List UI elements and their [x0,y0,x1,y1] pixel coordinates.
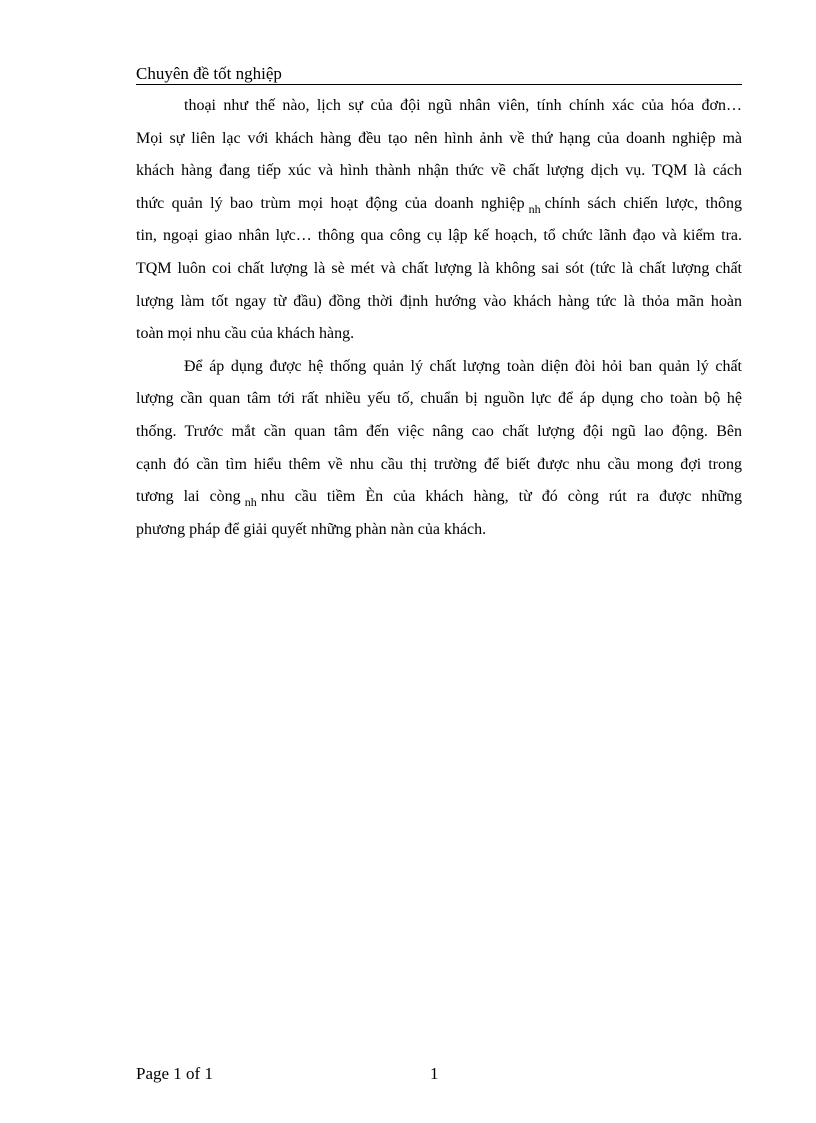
text-line: tin, ngoại giao nhân lực… thông qua công cụ lập kế hoạch, tổ chức lãnh đạo và kiểm tra. [136,227,742,245]
text-line [136,188,742,221]
text-segment: thức quản lý bao trùm mọi hoạt động của doanh nghiệp [136,194,525,212]
text-line: cạnh đó cần tìm hiểu thêm về nhu cầu thị trường để biết được nhu cầu mong đợi trong [136,455,742,473]
paragraph-1 [136,90,742,351]
text-segment: tương lai còng [136,488,241,506]
document-body [136,90,742,546]
text-line [136,481,742,514]
text-line: thống. Trước mắt cần quan tâm đến việc nâng cao chất lượng đội ngũ lao động. Bên [136,422,742,440]
text-line: Để áp dụng được hệ thống quản lý chất lượng toàn diện đòi hỏi ban quản lý chất [184,357,742,375]
page-number: 1 [430,1064,439,1083]
page-count-label: Page 1 of 1 [136,1064,213,1083]
text-line: lượng cần quan tâm tới rất nhiều yếu tố, chuẩn bị nguồn lực để áp dụng cho toàn bộ hệ [136,390,742,408]
text-line: thoại như thế nào, lịch sự của đội ngũ nhân viên, tính chính xác của hóa đơn… [184,97,742,114]
text-line: phương pháp để giải quyết những phàn nàn của khách. [136,520,487,538]
subscript-fragment: nh [528,201,541,216]
text-segment: chính sách chiến lược, thông [544,194,742,212]
text-line: Mọi sự liên lạc với khách hàng đều tạo nên hình ảnh về thứ hạng của doanh nghiệp mà [136,129,742,147]
page-header [136,62,742,85]
subscript-fragment: nh [244,495,257,510]
text-line: lượng làm tốt ngay từ đầu) đồng thời định hướng vào khách hàng tức là thỏa mãn hoàn [136,292,742,310]
paragraph-2 [136,351,742,547]
text-segment: nhu cầu tiềm Èn của khách hàng, từ đó còng rút ra được những [260,488,742,506]
text-line: toàn mọi nhu cầu của khách hàng. [136,325,355,343]
header-title: Chuyên đề tốt nghiệp [136,64,282,83]
text-line: TQM luôn coi chất lượng là sè mét và chất lượng là không sai sót (tức là chất lượng chất [136,259,742,277]
text-line: khách hàng đang tiếp xúc và hình thành nhận thức về chất lượng dịch vụ. TQM là cách [136,162,742,180]
